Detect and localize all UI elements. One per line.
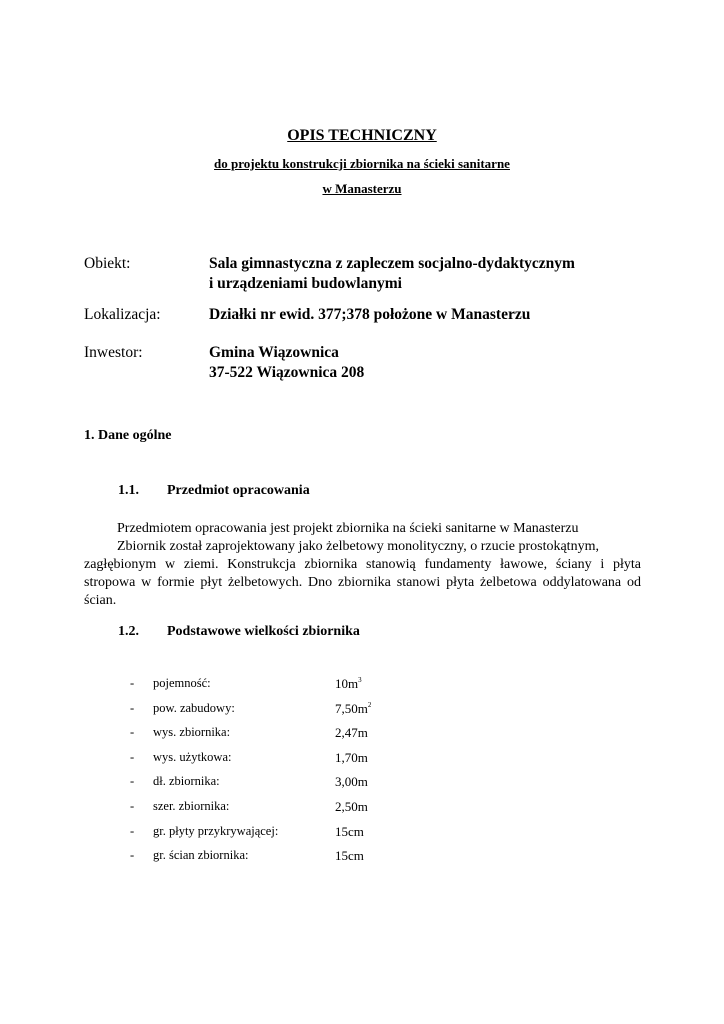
list-dash: - — [130, 848, 135, 863]
spec-row — [0, 701, 724, 721]
spec-label: pow. zabudowy: — [153, 700, 235, 715]
spec-value: 2,50m — [335, 799, 368, 814]
unit-exponent: 3 — [358, 676, 362, 684]
spec-label: wys. użytkowa: — [153, 749, 232, 764]
spec-value: 2,47m — [335, 725, 368, 741]
document-subtitle: do projektu konstrukcji zbiornika na ścieki sanitarne — [214, 156, 510, 171]
section-heading-general: 1. Dane ogólne — [84, 428, 172, 443]
object-value-line2: i urządzeniami budowlanymi — [209, 275, 402, 292]
list-dash: - — [130, 774, 135, 789]
spec-label: wys. zbiornika: — [153, 725, 231, 740]
object-value-line1: Sala gimnastyczna z zapleczem socjalno-dydaktycznym — [209, 255, 575, 272]
description-paragraph — [84, 520, 641, 610]
paragraph-line: Przedmiotem opracowania jest projekt zbiornika na ścieki sanitarne w Manasterzu — [117, 521, 579, 536]
spec-row — [0, 725, 724, 745]
list-dash: - — [130, 700, 135, 715]
spec-label: dł. zbiornika: — [153, 774, 220, 789]
spec-row — [0, 824, 724, 844]
subsection-title: Przedmiot opracowania — [167, 483, 310, 498]
investor-label: Inwestor: — [84, 344, 143, 361]
object-label: Obiekt: — [84, 255, 131, 272]
spec-value: $7,50m^2$ — [335, 700, 372, 716]
list-dash: - — [130, 823, 135, 838]
object-value — [209, 254, 575, 294]
spec-label: pojemność: — [153, 676, 211, 690]
paragraph-text: zagłębionym w ziemi. Konstrukcja zbiornika stanowią fundamenty ławowe, ściany i płyta stropowa w formie płyt żelbetowych. Dno zbiornika stanowi płyta żelbetowa oddylatowana od ścian. — [84, 557, 641, 608]
list-dash: - — [130, 676, 135, 690]
spec-row — [0, 676, 724, 696]
subsection-number: 1.1. — [118, 483, 139, 498]
location-value: Działki nr ewid. 377;378 położone w Manasterzu — [209, 306, 531, 323]
list-dash: - — [130, 799, 135, 813]
subsection-title: Podstawowe wielkości zbiornika — [167, 624, 360, 639]
spec-value: $10m^3$ — [335, 676, 362, 691]
location-label: Lokalizacja: — [84, 306, 161, 323]
spec-row — [0, 799, 724, 819]
spec-value: 15cm — [335, 823, 364, 839]
spec-row — [0, 750, 724, 770]
spec-value: 3,00m — [335, 774, 368, 790]
investor-value — [209, 343, 364, 383]
document-title: OPIS TECHNICZNY — [287, 127, 437, 144]
subsection-number: 1.2. — [118, 624, 139, 639]
spec-label: gr. ścian zbiornika: — [153, 848, 249, 863]
investor-value-line2: 37-522 Wiązownica 208 — [209, 364, 365, 381]
paragraph-line: Zbiornik został zaprojektowany jako żelbetowy monolityczny, o rzucie prostokątnym, — [117, 539, 599, 554]
spec-value: 15cm — [335, 848, 364, 864]
unit-exponent: 2 — [367, 700, 372, 709]
spec-label: gr. płyty przykrywającej: — [153, 823, 279, 838]
spec-label: szer. zbiornika: — [153, 799, 230, 813]
spec-value: 1,70m — [335, 749, 368, 765]
investor-value-line1: Gmina Wiązownica — [209, 344, 339, 361]
document-subtitle-location: w Manasterzu — [322, 181, 402, 196]
list-dash: - — [130, 725, 135, 740]
spec-row — [0, 848, 724, 868]
list-dash: - — [130, 749, 135, 764]
spec-row — [0, 774, 724, 794]
